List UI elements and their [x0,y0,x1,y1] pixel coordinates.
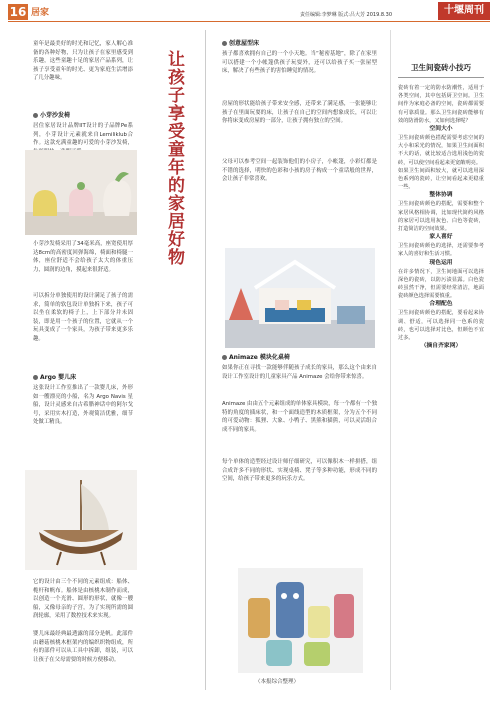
sidebar-paragraph-5: 在许多情况下，卫生间地面可以选择深色的瓷砖，以防污渍显露。白色瓷砖虽然干净，但需要经常清洁，地面瓷砖颜色选择需要慎重。 [398,268,484,300]
sidebar-paragraph-1: 卫生间瓷砖颜色搭配需要考虑空间的大小和采光的情况，如果卫生间面积不大的话，就比较适合选用浅色的瓷砖，可以使空间看起来更宽敞明亮。 [398,135,484,166]
masthead-logo: 十堰周刊 [438,2,490,20]
sidebar-heading-3: 家人喜好 [429,234,453,241]
house-bed-paragraph-1: 孩子都喜欢拥有自己的一个小天地。当“秘密基地”，除了在家里可以搭建一个小帐篷供孩子玩耍外，还可以给孩子买一张屋型床，解决了有些孩子的害怕睡觉的情况。 [222,51,377,74]
animaze-paragraph-1: 如果你正在寻找一款能够伴随孩子成长的家具，那么这个由来自设计工作室设计的儿童家具产品 Animaze 会给你带来惊喜。 [222,365,377,380]
sprout-sofa-image [25,150,137,235]
bullet-icon [33,113,38,118]
argo-crib-image [25,470,137,570]
section-heading-animaze-text: Animaze 模块化桌椅 [229,354,290,361]
house-bed-image [225,248,375,348]
crib-paragraph-3: 婴儿床最经典最透露的部分是帆。此部件由蘑菇核桃木框架内的编织织物组成，所有的部件可以从工具中拆卸，组装，可以让孩子在父母需要的时候方便移动。 [33,631,133,663]
feature-title: 让孩子享受童年的家居好物 [164,50,184,266]
sidebar-divider [390,30,391,690]
sidebar-paragraph-3: 卫生间瓷砖颜色的搭配，需要和整个家居风格相协调，比如现代简约风格的家居可以选用灰色、白色等瓷砖，打造简洁的空间效果。 [398,201,484,233]
sidebar-heading-2: 整体协调 [429,192,453,199]
section-heading-sofa [33,112,133,120]
sidebar-body [398,84,484,351]
sidebar-title-rule [398,77,484,78]
sofa-paragraph-3: 可以拆分单独使用的设计满足了孩子的需求，简单的软包设计单独拆下来，孩子可以坐在柔软的椅子上，上下部分并未固装，即是用一个孩子的位置，它就从一个玩具变成了一个家具，为孩子带来更多乐趣。 [33,293,133,342]
sidebar-paragraph-6: 卫生间瓷砖颜色的搭配，要看起来协调、舒适，可以选择同一色系的瓷砖，也可以选择对比色，但颜色不宜过多。 [398,310,484,342]
sidebar-title: 卫生间瓷砖小技巧 [411,63,471,72]
section-heading-house-bed [222,40,377,48]
header-rule [8,21,490,22]
sidebar-paragraph-4: 卫生间瓷砖颜色的选择，还需要参考家人的喜好和生活习惯。 [398,243,484,258]
bullet-icon [33,375,38,380]
bullet-icon [222,41,227,46]
sofa-paragraph-2: 小芽沙发椅采用了34毫米高，座宽使用厚达8cm的高密度回弹海绵，椅面和椅腿一体，座位舒适不会给孩子太大的体重压力，圆润的边角，摸起来很舒适。 [33,241,133,273]
house-bed-paragraph-3: 父母可以参考空间一起装饰他们的小房子，小帐篷，小彩灯都是不错的选择，明快的色彩和小孩的房子构成一个童话般的世界，会让孩子非常喜欢。 [222,159,377,182]
sidebar-source: （摘自齐家网） [420,343,462,350]
sidebar-intro: 瓷砖有着一定的防水防潮性，适用于各类空间，其中包括厨卫空间。卫生间作为家庭必备的空间，瓷砖都需要有可靠质量。那么卫生间瓷砖能够有效的防滑防水，又如何选择呢？ [398,85,484,124]
section-heading-animaze [222,354,377,362]
intro-paragraph: 童年是最美好的时光和记忆，家人解心准备的各种好物，只为让孩子在家里感受到乐趣，这些童趣十足的家居产品系列，让孩子享受童年的时光、更为家庭生活增添了几分趣味。 [33,41,133,81]
section-heading-sofa-text: 小芽沙发椅 [40,112,71,119]
bullet-icon [222,355,227,360]
crib-paragraph-2: 它的设计由三个不同的元素组成：船体、桅杆和帆布。船体是由核桃木制作而成，以创造一个光滑、圆形的形状，就像一艘船，又像母亲的子宫，为了实现所需的圆润轮廓，采用了数控技术来实现。 [33,579,133,619]
sofa-paragraph-1: 居住家居设计品牌IIT设计的子品牌Pe系列，小芽设计元素就来自Lemiliklub合作。这款充满童趣的可爱的小芽沙发椅， [33,123,133,146]
animaze-paragraph-2: Animaze 由由五个元素组成的单体家具模块，每一个都有一个独特的角度的插床状，和一个面线造型的木质框架，分为五个不同的可爱动物：狐狸、大象、小鸭子、黑熊和猫熊，可以灵活组合成不同的家具。 [222,401,377,433]
sidebar-paragraph-2: 如果卫生间面积较大，就可以选用深色系列的瓷砖，让空间看起来更稳重一些。 [398,167,484,191]
sidebar-heading-5: 合理配色 [429,301,453,308]
editor-credits: 责任编辑:李梦琳 版式:吕大芳 2019.8.30 [300,12,392,18]
page-number: 16 [9,5,27,19]
page-header [0,0,495,22]
animaze-furniture-image [238,568,363,673]
house-bed-paragraph-2: 房屋的形状能给孩子带来安全感，还带来了满足感，一张能够让孩子在里面玩耍的床，让孩子在自己的空间内想象成长，可以让你将床变成房屋的一部分，让孩子拥有独立的空间。 [222,101,377,124]
source-caption: （本报综合整理） [255,679,300,685]
column-divider [205,30,206,690]
sidebar-heading-4: 现色运用 [429,259,453,266]
section-heading-crib-text: Argo 婴儿床 [40,374,77,381]
sidebar-heading-1: 空间大小 [429,126,453,133]
crib-paragraph-1: 这张设计工作室推出了一款婴儿床，外形如一艘漂亮的小船，名为 Argo Navis 星船，设计灵感来自古希腊神话中的阿尔戈号，采用实木打造，外观简洁优雅，细节处做工精良。 [33,385,133,425]
section-heading-house-bed-text: 创意屋型床 [229,40,260,47]
section-heading-crib [33,374,133,382]
section-name: 居家 [31,8,50,18]
animaze-paragraph-3: 每个单体的造型经过设计师仔细研究，可以像积木一样拼搭，组合成许多不同的形状、实现桌椅、凳子等多种功能，形成不同的空间，给孩子带来更多的玩乐方式。 [222,459,377,482]
